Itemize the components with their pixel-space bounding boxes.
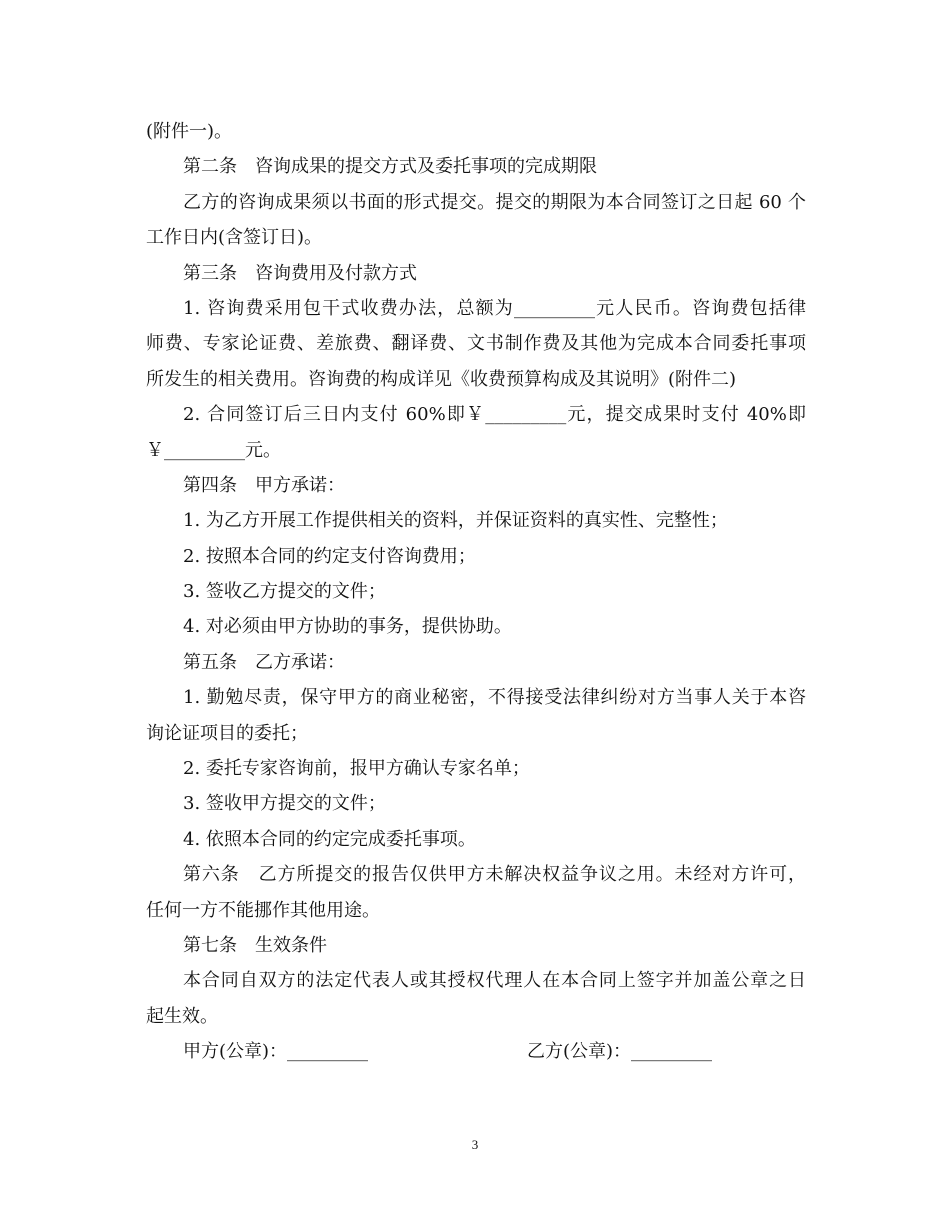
signature-row <box>146 1034 806 1069</box>
text-line: 第五条 乙方承诺： <box>183 651 345 673</box>
text-line: 起生效。 <box>146 1005 218 1027</box>
text-line: 第二条 咨询成果的提交方式及委托事项的完成期限 <box>183 156 597 178</box>
text-line: 第四条 甲方承诺： <box>183 474 345 496</box>
text-line: 工作日内(含签订日)。 <box>146 227 323 249</box>
text-line: 3. 签收甲方提交的文件； <box>183 793 386 815</box>
text-line: 4. 对必须由甲方协助的事务，提供协助。 <box>183 616 512 638</box>
contract-body <box>146 114 806 1070</box>
text-line: 第三条 咨询费用及付款方式 <box>183 262 417 284</box>
text-line: 4. 依照本合同的约定完成委托事项。 <box>183 828 476 850</box>
text-line: 乙方的咨询成果须以书面的形式提交。提交的期限为本合同签订之日起 60 个 <box>183 191 806 213</box>
text-line: 本合同自双方的法定代表人或其授权代理人在本合同上签字并加盖公章之日 <box>183 970 806 992</box>
text-line: 3. 签收乙方提交的文件； <box>183 581 386 603</box>
text-line: 2. 合同签订后三日内支付 60%即￥_________元，提交成果时支付 40%即 <box>183 404 806 426</box>
paragraph-lines <box>146 114 806 1034</box>
text-line: 第七条 生效条件 <box>183 934 327 956</box>
party-a-seal-line: 甲方(公章)：_________ <box>183 1041 369 1063</box>
text-line: 任何一方不能挪作其他用途。 <box>146 899 380 921</box>
text-line: 所发生的相关费用。咨询费的构成详见《收费预算构成及其说明》(附件二) <box>146 368 737 390</box>
text-line: 1. 勤勉尽责，保守甲方的商业秘密，不得接受法律纠纷对方当事人关于本咨 <box>183 687 806 709</box>
text-line: 询论证项目的委托； <box>146 722 308 744</box>
text-line: ￥_________元。 <box>146 439 281 461</box>
page-number: 3 <box>471 1137 479 1152</box>
text-line: (附件一)。 <box>146 121 233 142</box>
text-line: 1. 咨询费采用包干式收费办法，总额为_________元人民币。咨询费包括律 <box>183 297 806 319</box>
text-line: 1. 为乙方开展工作提供相关的资料，并保证资料的真实性、完整性； <box>183 510 728 532</box>
text-line: 2. 委托专家咨询前，报甲方确认专家名单； <box>183 758 530 780</box>
text-line: 师费、专家论证费、差旅费、翻译费、文书制作费及其他为完成本合同委托事项 <box>146 333 806 355</box>
text-line: 第六条 乙方所提交的报告仅供甲方未解决权益争议之用。未经对方许可， <box>183 864 806 886</box>
text-line: 2. 按照本合同的约定支付咨询费用； <box>183 545 476 567</box>
party-b-seal-line: 乙方(公章)：_________ <box>527 1041 713 1063</box>
